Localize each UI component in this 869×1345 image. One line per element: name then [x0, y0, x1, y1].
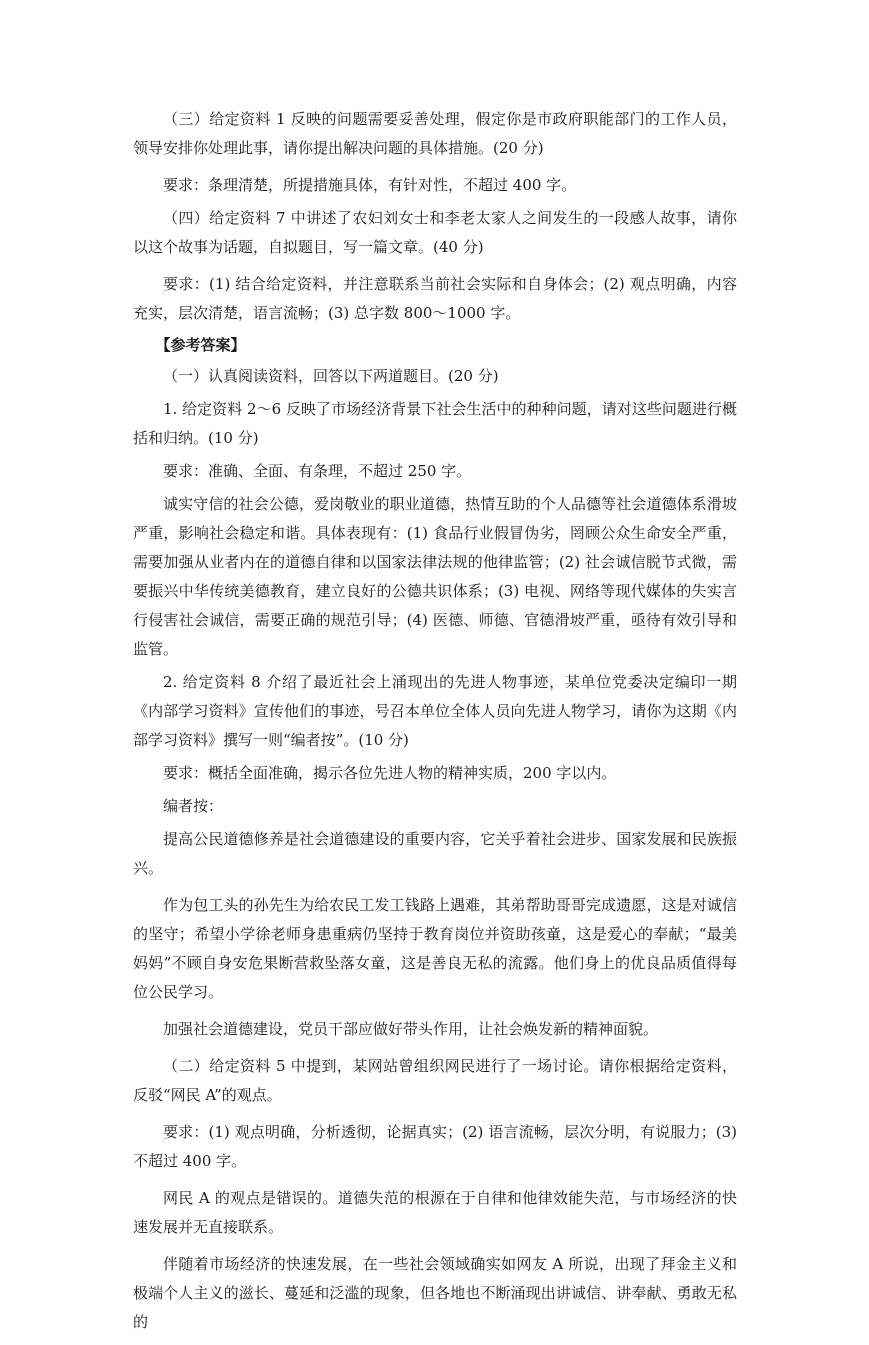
answer-heading: 【参考答案】	[155, 336, 246, 354]
answer-part-2-thesis: 网民 A 的观点是错误的。道德失范的根源在于自律和他律效能失范，与市场经济的快速发展并无直接联系。	[133, 1189, 737, 1236]
answer-part-2-requirement: 要求：(1) 观点明确，分析透彻，论据真实；(2) 语言流畅，层次分明，有说服力；(3) 不超过 400 字。	[133, 1123, 737, 1170]
question-4-prompt: （四）给定资料 7 中讲述了农妇刘女士和李老太家人之间发生的一段感人故事，请你以这个故事为话题，自拟题目，写一篇文章。(40 分)	[133, 209, 737, 256]
answer-part-2-prompt: （二）给定资料 5 中提到，某网站曾组织网民进行了一场讨论。请你根据给定资料，反驳“网民 A”的观点。	[133, 1057, 737, 1104]
editor-note-label: 编者按：	[163, 797, 224, 815]
question-4-requirement: 要求：(1) 结合给定资料，并注意联系当前社会实际和自身体会；(2) 观点明确，内容充实，层次清楚，语言流畅；(3) 总字数 800～1000 字。	[133, 275, 737, 322]
answer-q1-requirement: 要求：准确、全面、有条理，不超过 250 字。	[163, 462, 472, 480]
question-3-prompt: （三）给定资料 1 反映的问题需要妥善处理，假定你是市政府职能部门的工作人员，领导安排你处理此事，请你提出解决问题的具体措施。(20 分)	[133, 110, 737, 157]
answer-q2-requirement: 要求：概括全面准确，揭示各位先进人物的精神实质，200 字以内。	[163, 764, 617, 782]
answer-part-2-body: 伴随着市场经济的快速发展，在一些社会领域确实如网友 A 所说，出现了拜金主义和极端个人主义的滋长、蔓延和泛滥的现象，但各地也不断涌现出讲诚信、讲奉献、勇敢无私的	[133, 1255, 737, 1331]
answer-part-1-title: （一）认真阅读资料，回答以下两道题目。(20 分)	[163, 367, 499, 385]
answer-q1-prompt: 1. 给定资料 2～6 反映了市场经济背景下社会生活中的种种问题，请对这些问题进行概括和归纳。(10 分)	[133, 400, 737, 447]
answer-q2-prompt: 2. 给定资料 8 介绍了最近社会上涌现出的先进人物事迹，某单位党委决定编印一期《内部学习资料》宣传他们的事迹，号召本单位全体人员向先进人物学习，请你为这期《内部学习资料》撰写一则“编者按”。(10 分)	[133, 673, 737, 749]
editor-note-conclusion: 加强社会道德建设，党员干部应做好带头作用，让社会焕发新的精神面貌。	[163, 1020, 659, 1038]
editor-note-intro: 提高公民道德修养是社会道德建设的重要内容，它关乎着社会进步、国家发展和民族振兴。	[133, 830, 737, 877]
question-3-requirement: 要求：条理清楚，所提措施具体，有针对性，不超过 400 字。	[163, 176, 577, 194]
answer-q1-body: 诚实守信的社会公德，爱岗敬业的职业道德，热情互助的个人品德等社会道德体系滑坡严重，影响社会稳定和谐。具体表现有：(1) 食品行业假冒伪劣，罔顾公众生命安全严重，需要加强从业者内在的道德自律和以国家法律法规的他律监管；(2) 社会诚信脱节式微，需要振兴中华传统美德教育，建立良好的公德共识体系；(3) 电视、网络等现代媒体的失实言行侵害社会诚信，需要正确的规范引导；(4) 医德、师德、官德滑坡严重，亟待有效引导和监管。	[133, 495, 737, 658]
editor-note-body: 作为包工头的孙先生为给农民工发工钱路上遇难，其弟帮助哥哥完成遗愿，这是对诚信的坚守；希望小学徐老师身患重病仍坚持于教育岗位并资助孩童，这是爱心的奉献；“最美妈妈”不顾自身安危果断营救坠落女童，这是善良无私的流露。他们身上的优良品质值得每位公民学习。	[133, 896, 737, 1001]
document-body	[133, 105, 737, 1345]
